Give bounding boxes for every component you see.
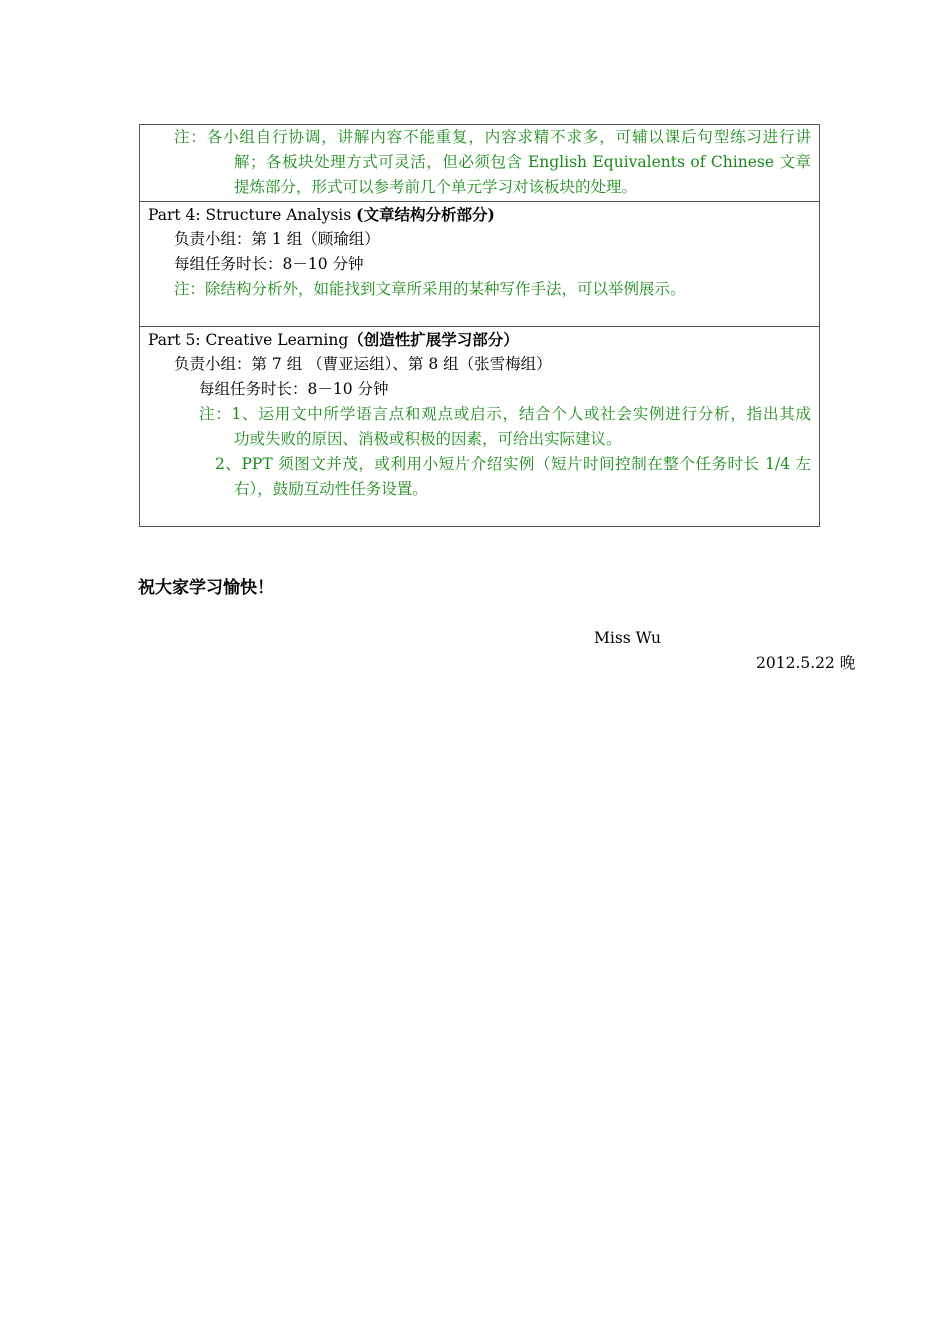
part5-cell: [140, 326, 819, 526]
signature: Miss Wu: [594, 629, 661, 647]
part5-title-en: Part 5: Creative Learning: [148, 331, 349, 349]
part4-title-en: Part 4: Structure Analysis: [148, 206, 357, 224]
part3-note-cell: [140, 125, 819, 201]
part4-title-cn: (文章结构分析部分): [356, 205, 495, 224]
part5-note2-line-2: 右），鼓励互动性任务设置。: [234, 480, 428, 498]
part5-heading: [148, 327, 811, 352]
part5-note1-line-1: 注：1、运用文中所学语言点和观点或启示，结合个人或社会实例进行分析，指出其成: [199, 405, 811, 423]
part3-note-line-1: 注：各小组自行协调，讲解内容不能重复，内容求精不求多，可辅以课后句型练习进行讲: [174, 128, 811, 146]
date-line: 2012.5.22 晚: [756, 654, 856, 672]
part4-cell: [140, 201, 819, 326]
part5-note1-line-2: 功或失败的原因、消极或积极的因素，可给出实际建议。: [234, 430, 622, 448]
closing-wish: 祝大家学习愉快！: [138, 578, 274, 598]
part3-note-line-3: 提炼部分，形式可以参考前几个单元学习对该板块的处理。: [234, 178, 638, 196]
part5-duration: 每组任务时长：8－10 分钟: [199, 380, 389, 398]
part4-note: 注：除结构分析外，如能找到文章所采用的某种写作手法，可以举例展示。: [174, 280, 686, 298]
part5-title-cn: （创造性扩展学习部分）: [348, 330, 519, 349]
part5-group: 负责小组：第 7 组 （曹亚运组）、第 8 组（张雪梅组）: [174, 355, 552, 373]
part3-note-line-2: 解；各板块处理方式可灵活，但必须包含 English Equivalents of Chinese 文章: [234, 153, 811, 171]
part4-duration: 每组任务时长：8－10 分钟: [174, 255, 364, 273]
part4-group: 负责小组：第 1 组（顾瑜组）: [174, 230, 380, 248]
task-table: [139, 124, 820, 527]
part4-heading: [148, 202, 811, 227]
part5-note2-line-1: 2、PPT 须图文并茂，或利用小短片介绍实例（短片时间控制在整个任务时长 1/4 左: [215, 455, 811, 473]
